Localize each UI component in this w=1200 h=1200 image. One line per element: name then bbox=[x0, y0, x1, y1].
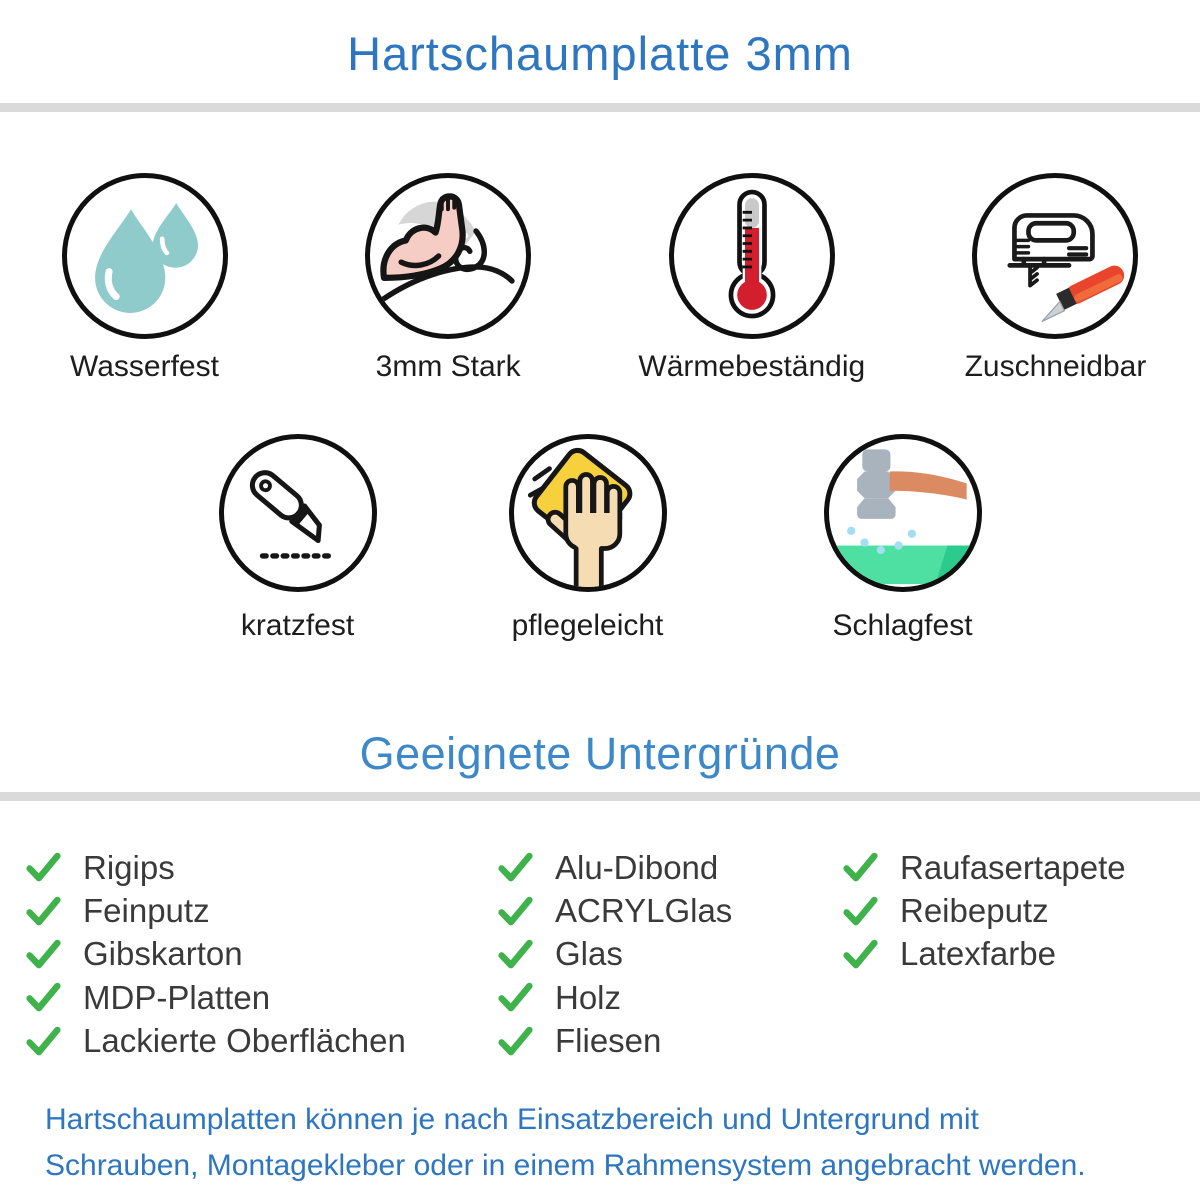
water-drops-icon bbox=[62, 173, 228, 339]
substrate-label: MDP-Platten bbox=[83, 978, 271, 1016]
check-icon bbox=[842, 849, 879, 886]
feature-kratzfest bbox=[153, 434, 443, 644]
substrates-column-2 bbox=[497, 846, 842, 1063]
substrate-item bbox=[842, 889, 1200, 932]
substrate-item bbox=[25, 933, 497, 976]
substrate-item bbox=[25, 846, 497, 889]
substrate-label: Gibskarton bbox=[83, 935, 243, 973]
substrate-item bbox=[25, 1020, 497, 1063]
hammer-impact-icon bbox=[824, 434, 982, 592]
substrate-label: Reibeputz bbox=[900, 892, 1049, 930]
check-icon bbox=[842, 936, 879, 973]
substrate-item bbox=[497, 1020, 842, 1063]
substrate-label: ACRYLGlas bbox=[555, 892, 733, 930]
feature-label: Schlagfest bbox=[832, 609, 973, 642]
check-icon bbox=[25, 979, 62, 1016]
substrates-column-1 bbox=[25, 846, 497, 1063]
substrate-label: Raufasertapete bbox=[900, 848, 1126, 886]
wiping-hand-icon bbox=[509, 434, 667, 592]
check-icon bbox=[497, 979, 534, 1016]
muscle-arm-roll-icon bbox=[365, 173, 531, 339]
substrates-column-3 bbox=[842, 846, 1200, 1063]
substrate-label: Latexfarbe bbox=[900, 935, 1056, 973]
check-icon bbox=[25, 849, 62, 886]
substrate-label: Alu-Dibond bbox=[555, 848, 719, 886]
substrate-item bbox=[497, 976, 842, 1019]
feature-pflegeleicht bbox=[443, 434, 733, 644]
substrate-label: Holz bbox=[555, 978, 622, 1016]
check-icon bbox=[842, 893, 879, 930]
mounting-note-line: Hartschaumplatten können je nach Einsatzbereich und Untergrund mit bbox=[45, 1102, 979, 1136]
jigsaw-cutter-icon bbox=[972, 173, 1138, 339]
substrate-item bbox=[842, 846, 1200, 889]
substrate-label: Fliesen bbox=[555, 1022, 662, 1060]
check-icon bbox=[25, 936, 62, 973]
feature-3mm-stark bbox=[306, 173, 591, 385]
substrate-item bbox=[497, 846, 842, 889]
features-row-1 bbox=[0, 173, 1200, 385]
thermometer-icon bbox=[669, 173, 835, 339]
mounting-note-line: Schrauben, Montagekleber oder in einem Rahmensystem angebracht werden. bbox=[45, 1148, 1086, 1182]
substrates-list bbox=[0, 846, 1200, 1063]
divider-middle bbox=[0, 792, 1200, 801]
divider-top bbox=[0, 103, 1200, 112]
check-icon bbox=[497, 849, 534, 886]
substrate-label: Feinputz bbox=[83, 892, 210, 930]
feature-label: Wärmebeständig bbox=[638, 350, 866, 383]
check-icon bbox=[25, 1023, 62, 1060]
substrate-item bbox=[842, 933, 1200, 976]
page-title: Hartschaumplatte 3mm bbox=[347, 27, 853, 80]
substrate-item bbox=[25, 889, 497, 932]
feature-label: pflegeleicht bbox=[511, 609, 664, 642]
substrate-item bbox=[497, 933, 842, 976]
feature-label: kratzfest bbox=[240, 609, 355, 642]
substrate-label: Rigips bbox=[83, 848, 175, 886]
substrate-item bbox=[497, 889, 842, 932]
section-title-untergruende: Geeignete Untergründe bbox=[359, 728, 841, 779]
feature-label: 3mm Stark bbox=[375, 350, 521, 383]
feature-schlagfest bbox=[758, 434, 1048, 644]
substrate-label: Glas bbox=[555, 935, 623, 973]
features-row-2 bbox=[153, 434, 1048, 644]
check-icon bbox=[497, 893, 534, 930]
feature-label: Zuschneidbar bbox=[964, 350, 1147, 383]
substrate-item bbox=[25, 976, 497, 1019]
substrate-label: Lackierte Oberflächen bbox=[83, 1022, 406, 1060]
feature-label: Wasserfest bbox=[70, 350, 219, 383]
feature-wasserfest bbox=[2, 173, 287, 385]
check-icon bbox=[497, 1023, 534, 1060]
utility-knife-icon bbox=[219, 434, 377, 592]
feature-zuschneidbar bbox=[913, 173, 1198, 385]
check-icon bbox=[25, 893, 62, 930]
feature-waermebestaendig bbox=[609, 173, 894, 385]
mounting-note bbox=[0, 1097, 1200, 1189]
check-icon bbox=[497, 936, 534, 973]
